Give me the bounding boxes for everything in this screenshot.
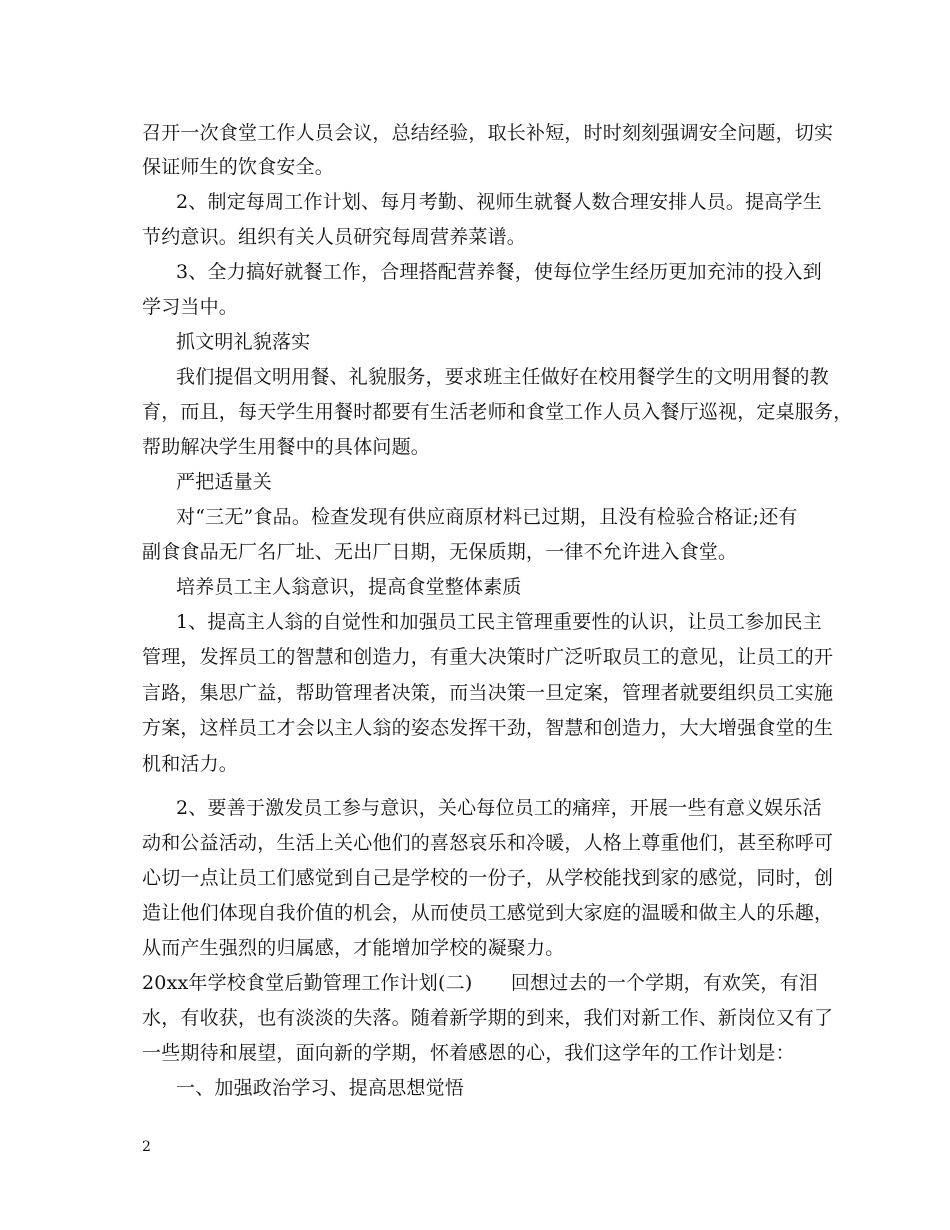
body-text-line: 从而产生强烈的归属感，才能增加学校的凝聚力。 [142, 937, 565, 959]
section-heading: 抓文明礼貌落实 [176, 331, 311, 353]
body-text-line: 副食食品无厂名厂址、无出厂日期，无保质期，一律不允许进入食堂。 [142, 541, 738, 563]
body-text-line: 水，有收获，也有淡淡的失落。随着新学期的到来，我们对新工作、新岗位又有了 [142, 1007, 834, 1029]
page-number: 2 [142, 1139, 151, 1155]
body-text-line: 3、全力搞好就餐工作，合理搭配营养餐，使每位学生经历更加充沛的投入到 [176, 261, 822, 283]
body-text-line: 育，而且，每天学生用餐时都要有生活老师和食堂工作人员入餐厅巡视，定桌服务， [142, 401, 853, 423]
body-text-line: 召开一次食堂工作人员会议，总结经验，取长补短，时时刻刻强调安全问题，切实 [142, 122, 834, 144]
body-text-line: 言路，集思广益，帮助管理者决策，而当决策一旦定案，管理者就要组织员工实施 [142, 682, 834, 704]
body-text-line: 管理，发挥员工的智慧和创造力，有重大决策时广泛听取员工的意见，让员工的开 [142, 646, 834, 668]
section-heading: 严把适量关 [176, 471, 273, 493]
body-text-line: 2、要善于激发员工参与意识，关心每位员工的痛痒，开展一些有意义娱乐活 [176, 797, 822, 819]
body-text-line: 动和公益活动，生活上关心他们的喜怒哀乐和冷暖，人格上尊重他们，甚至称呼可 [142, 832, 834, 854]
body-text-line: 一些期待和展望，面向新的学期，怀着感恩的心，我们这学年的工作计划是： [142, 1042, 795, 1064]
body-text-line: 方案，这样员工才会以主人翁的姿态发挥干劲，智慧和创造力，大大增强食堂的生 [142, 717, 834, 739]
body-text-line: 保证师生的饮食安全。 [142, 156, 335, 178]
body-text-line: 1、提高主人翁的自觉性和加强员工民主管理重要性的认识，让员工参加民主 [176, 611, 822, 633]
body-text-line: 2、制定每周工作计划、每月考勤、视师生就餐人数合理安排人员。提高学生 [176, 191, 822, 213]
body-text-line: 学习当中。 [142, 296, 239, 318]
body-text-line: 心切一点让员工们感觉到自己是学校的一份子，从学校能找到家的感觉，同时，创 [142, 867, 834, 889]
body-text-line: 对“三无”食品。检查发现有供应商原材料已过期，且没有检验合格证;还有 [176, 506, 798, 528]
body-text-line: 帮助解决学生用餐中的具体问题。 [142, 436, 431, 458]
section-heading: 一、加强政治学习、提高思想觉悟 [176, 1077, 465, 1099]
body-text-line: 造让他们体现自我价值的机会，从而使员工感觉到大家庭的温暖和做主人的乐趣， [142, 902, 834, 924]
body-text-line: 机和活力。 [142, 753, 239, 775]
body-text-line: 我们提倡文明用餐、礼貌服务，要求班主任做好在校用餐学生的文明用餐的教 [176, 366, 829, 388]
document-subtitle-line: 20xx年学校食堂后勤管理工作计划(二) 回想过去的一个学期，有欢笑，有泪 [142, 972, 819, 994]
body-text-line: 节约意识。组织有关人员研究每周营养菜谱。 [142, 226, 527, 248]
section-heading: 培养员工主人翁意识，提高食堂整体素质 [176, 576, 522, 598]
